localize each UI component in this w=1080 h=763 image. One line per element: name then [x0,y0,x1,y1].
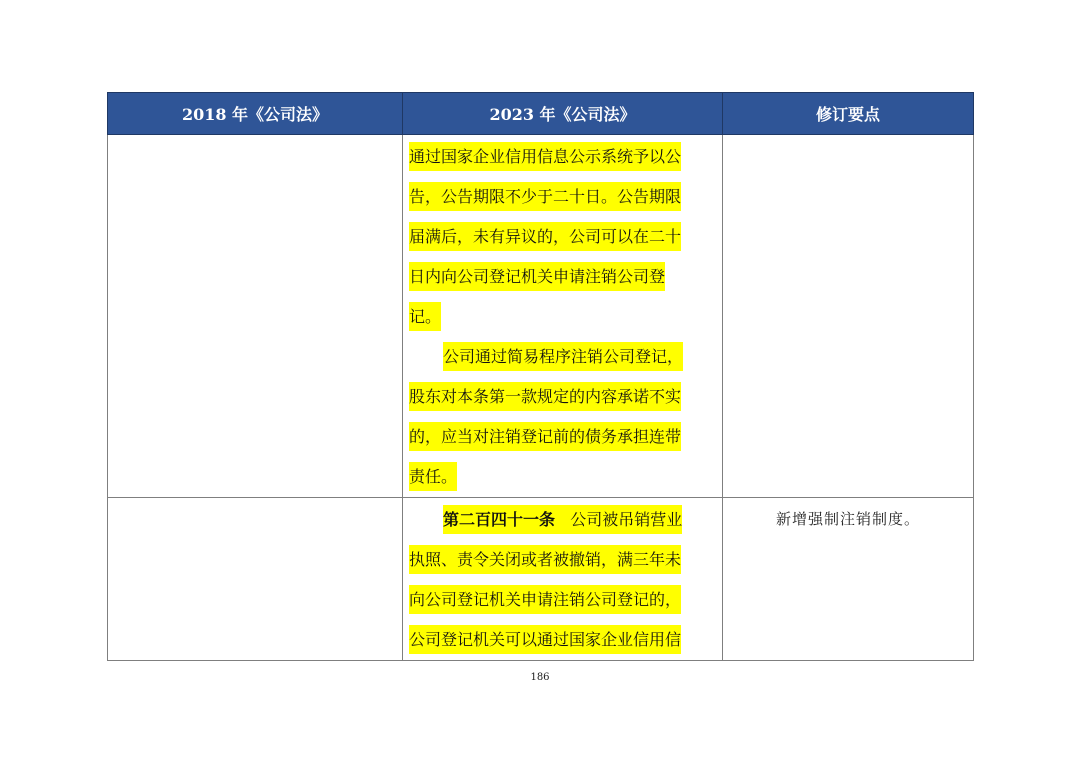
text-line: 届满后，未有异议的，公司可以在二十 [409,217,716,257]
text-line: 记。 [409,297,716,337]
cell-2023-text [403,135,723,498]
text-line: 股东对本条第一款规定的内容承诺不实 [409,377,716,417]
text-line: 责任。 [409,457,716,497]
header-2023-company-law: 2023 年《公司法》 [403,93,723,135]
cell-2018-text [108,135,403,498]
table-row [108,135,974,498]
cell-2023-text [403,498,723,661]
cell-2018-text [108,498,403,661]
law-comparison-table [107,92,974,661]
header-revision-points: 修订要点 [723,93,974,135]
text-line: 向公司登记机关申请注销公司登记的， [409,580,716,620]
text-line: 告，公告期限不少于二十日。公告期限 [409,177,716,217]
table-header-row [108,93,974,135]
text-line: 通过国家企业信用信息公示系统予以公 [409,137,716,177]
table-row [108,498,974,661]
text-line: 第二百四十一条 公司被吊销营业 [409,500,716,540]
cell-revision-note [723,135,974,498]
text-line: 公司登记机关可以通过国家企业信用信 [409,620,716,660]
header-2018-company-law: 2018 年《公司法》 [108,93,403,135]
article-number: 第二百四十一条 [443,510,556,529]
cell-revision-note: 新增强制注销制度。 [723,498,974,661]
page-number: 186 [530,672,550,683]
text-line: 公司通过简易程序注销公司登记， [409,337,716,377]
text-line: 执照、责令关闭或者被撤销，满三年未 [409,540,716,580]
text-line: 的，应当对注销登记前的债务承担连带 [409,417,716,457]
text-line: 日内向公司登记机关申请注销公司登 [409,257,716,297]
